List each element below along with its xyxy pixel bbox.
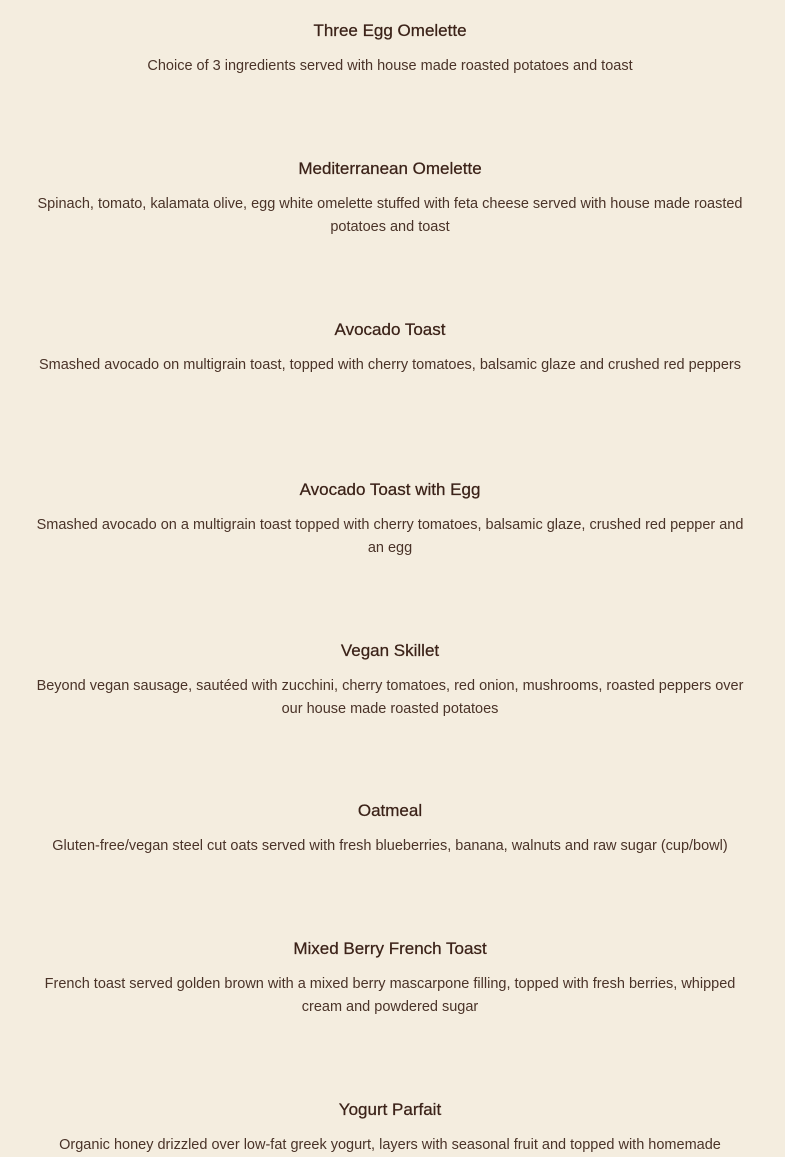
menu-item-description: Smashed avocado on multigrain toast, topped with cherry tomatoes, balsamic glaze and crushed red peppers bbox=[38, 357, 742, 373]
menu-item-avocado-toast bbox=[30, 319, 750, 377]
menu-item-title: Avocado Toast bbox=[334, 320, 446, 339]
menu-item-description: Gluten-free/vegan steel cut oats served with fresh blueberries, banana, walnuts and raw sugar (cup/bowl) bbox=[52, 838, 728, 854]
menu-item-title: Three Egg Omelette bbox=[313, 21, 467, 40]
menu-item-title: Mixed Berry French Toast bbox=[293, 939, 487, 958]
menu-item-description: Smashed avocado on a multigrain toast topped with cherry tomatoes, balsamic glaze, crushed red pepper and an egg bbox=[36, 517, 744, 556]
menu-item-title: Mediterranean Omelette bbox=[298, 159, 482, 178]
menu-item-title: Vegan Skillet bbox=[340, 641, 440, 660]
menu-item-yogurt-parfait bbox=[30, 1099, 750, 1157]
menu-item-mixed-berry-french-toast bbox=[30, 938, 750, 1018]
menu-item-description: Organic honey drizzled over low-fat greek yogurt, layers with seasonal fruit and topped with homemade bbox=[59, 1137, 721, 1153]
menu-item-avocado-toast-with-egg bbox=[30, 479, 750, 559]
menu-item-description: Spinach, tomato, kalamata olive, egg white omelette stuffed with feta cheese served with house made roasted potatoes and toast bbox=[37, 196, 743, 235]
menu-item-title: Avocado Toast with Egg bbox=[299, 480, 481, 499]
menu-item-title: Oatmeal bbox=[357, 801, 423, 820]
menu-item-mediterranean-omelette bbox=[30, 158, 750, 238]
menu-item-vegan-skillet bbox=[30, 640, 750, 720]
menu-item-description: Choice of 3 ingredients served with house made roasted potatoes and toast bbox=[147, 58, 633, 74]
menu-item-description: Beyond vegan sausage, sautéed with zucchini, cherry tomatoes, red onion, mushrooms, roasted peppers over our house made roasted potatoes bbox=[36, 678, 744, 717]
menu-item-three-egg-omelette bbox=[30, 20, 750, 78]
menu-item-oatmeal bbox=[30, 800, 750, 858]
menu-item-description: French toast served golden brown with a mixed berry mascarpone filling, topped with fresh berries, whipped cream and powdered sugar bbox=[44, 976, 736, 1015]
menu-item-title: Yogurt Parfait bbox=[338, 1100, 442, 1119]
